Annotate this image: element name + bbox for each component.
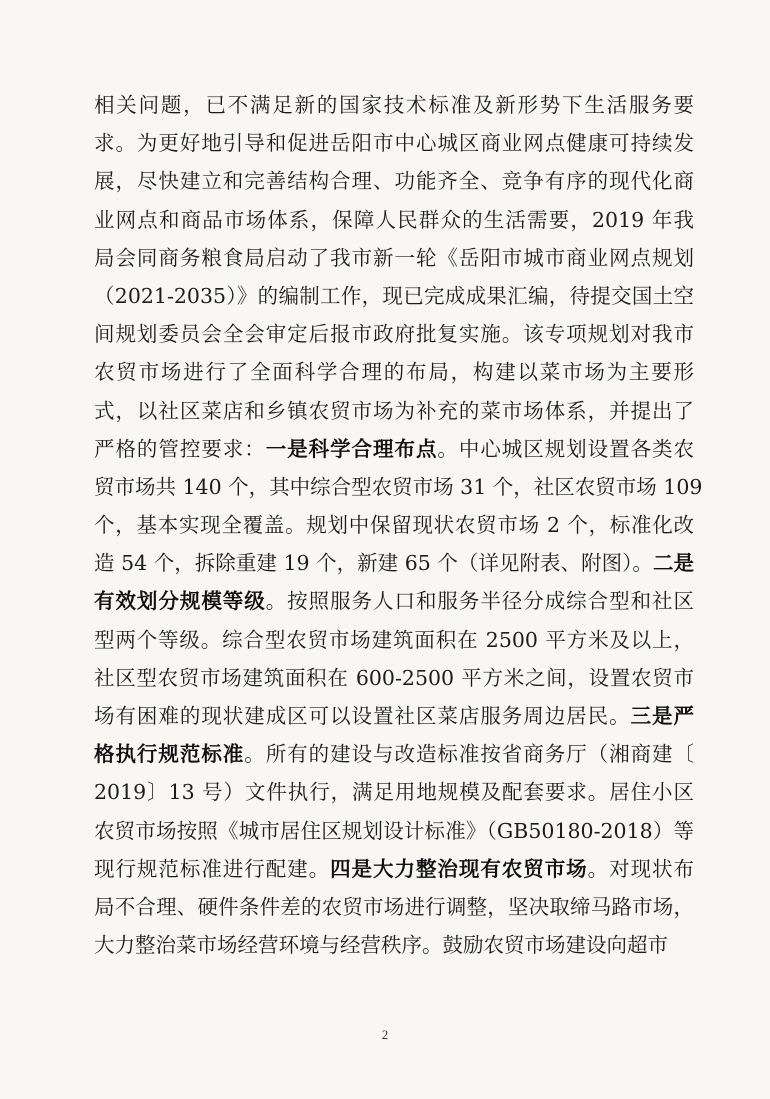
text-line [94, 697, 694, 735]
text-segment: 相关问题，已不满足新的国家技术标准及新形势下生活服务要 [94, 93, 694, 117]
bold-text-segment: 一是科学合理布点 [265, 436, 438, 461]
text-line [94, 201, 694, 239]
text-segment: 社区型农贸市场建筑面积在 600-2500 平方米之间，设置农贸市 [94, 665, 694, 690]
text-segment: 场有困难的现状建成区可以设置社区菜店服务周边居民。 [94, 704, 631, 728]
text-line [94, 392, 694, 430]
text-line [94, 773, 694, 811]
bold-text-segment: 二是 [652, 551, 694, 576]
text-line [94, 468, 703, 506]
text-segment: 局会同商务粮食局启动了我市新一轮《岳阳市城市商业网点规划 [94, 245, 694, 270]
text-line [94, 735, 694, 773]
text-line [94, 888, 694, 926]
bold-text-segment: 四是大力整治现有农贸市场 [330, 856, 588, 881]
text-line [94, 582, 694, 620]
text-line [94, 239, 694, 277]
text-segment: 。所有的建设与改造标准按省商务厅（湘商建〔 [244, 742, 695, 767]
text-line [94, 430, 694, 468]
text-line [94, 277, 694, 315]
bold-text-segment: 格执行规范标准 [94, 742, 245, 767]
text-segment: 。中心城区规划设置各类农 [437, 436, 694, 461]
text-segment: 现行规范标准进行配建。 [94, 856, 331, 881]
bold-text-segment: 三是严 [630, 704, 695, 728]
text-line [94, 124, 694, 162]
text-line [94, 621, 694, 659]
text-segment: （2021-2035）》的编制工作，现已完成成果汇编，待提交国土空 [94, 283, 694, 308]
text-segment: 。对现状布 [587, 856, 695, 881]
text-line [94, 353, 694, 391]
text-segment: 大力整治菜市场经营环境与经营秩序。鼓励农贸市场建设向超市 [94, 933, 668, 958]
text-segment: 局不合理、硬件条件差的农贸市场进行调整，坚决取缔马路市场， [94, 894, 694, 919]
text-segment: 农贸市场进行了全面科学合理的布局，构建以菜市场为主要形 [94, 360, 694, 385]
text-segment: 求。为更好地引导和促进岳阳市中心城区商业网点健康可持续发 [94, 131, 694, 156]
page-number: 2 [381, 1027, 389, 1042]
text-line [94, 162, 694, 200]
text-line [94, 812, 694, 850]
bold-text-segment: 有效划分规模等级 [94, 589, 266, 614]
text-line [94, 926, 694, 964]
body-text [94, 86, 703, 964]
text-line [94, 315, 694, 353]
text-segment: 贸市场共 140 个，其中综合型农贸市场 31 个，社区农贸市场 109 [94, 474, 703, 499]
text-line [94, 659, 694, 697]
text-segment: 。按照服务人口和服务半径分成综合型和社区 [265, 589, 694, 614]
text-segment: 严格的管控要求： [94, 436, 266, 461]
text-line [94, 544, 694, 582]
text-line [94, 850, 694, 888]
text-line [94, 506, 694, 544]
text-segment: 农贸市场按照《城市居住区规划设计标准》（GB50180-2018）等 [94, 818, 694, 843]
text-segment: 业网点和商品市场体系，保障人民群众的生活需要，2019 年我 [94, 207, 694, 232]
text-segment: 间规划委员会全会审定后报市政府批复实施。该专项规划对我市 [94, 322, 694, 347]
text-line [94, 86, 694, 124]
text-segment: 造 54 个，拆除重建 19 个，新建 65 个（详见附表、附图）。 [94, 551, 653, 576]
text-segment: 个，基本实现全覆盖。规划中保留现状农贸市场 2 个，标准化改 [94, 513, 694, 538]
text-segment: 式，以社区菜店和乡镇农贸市场为补充的菜市场体系，并提出了 [94, 398, 694, 423]
text-segment: 展，尽快建立和完善结构合理、功能齐全、竞争有序的现代化商 [94, 169, 694, 194]
text-segment: 2019〕13 号）文件执行，满足用地规模及配套要求。居住小区 [94, 780, 694, 805]
text-segment: 型两个等级。综合型农贸市场建筑面积在 2500 平方米及以上， [94, 627, 694, 652]
